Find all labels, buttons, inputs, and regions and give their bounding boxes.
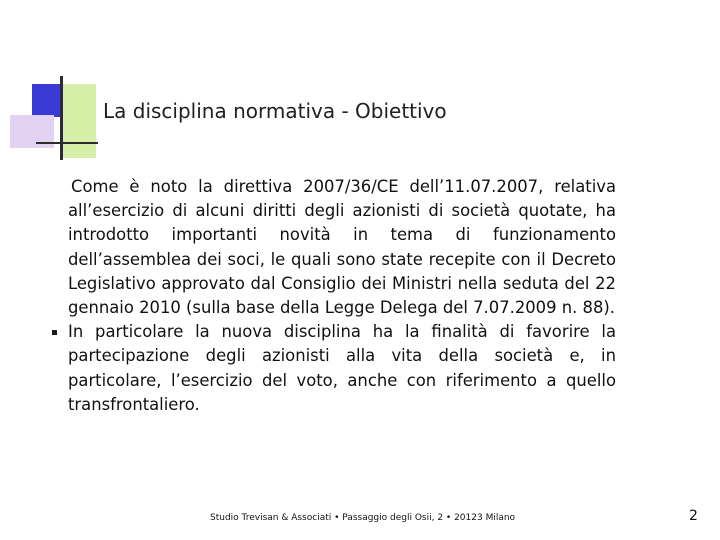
decor-green-square [62, 84, 96, 158]
decor-vertical-line [60, 76, 63, 160]
slide-body [68, 175, 616, 417]
bullet-item [68, 320, 616, 417]
bullet-square-icon [52, 330, 57, 335]
paragraph-intro: Come è noto la direttiva 2007/36/CE dell’11.07.2007, relativa all’esercizio di alcuni diritti degli azionisti di società quotate, ha introdotto importanti novità in tema di funzionamento dell’assemblea dei soci, le quali sono state recepite con il Decreto Legislativo approvato dal Consiglio dei Ministri nella seduta del 22 gennaio 2010 (sulla base della Legge Delega del 7.07.2009 n. 88). [68, 177, 616, 318]
paragraph-bullet-text: In particolare la nuova disciplina ha la finalità di favorire la partecipazione degli azionisti alla vita della società e, in particolare, l’esercizio del voto, anche con riferimento a quello transfrontaliero. [68, 322, 616, 414]
decor-blue-square [32, 84, 63, 117]
footer-text: Studio Trevisan & Associati • Passaggio degli Osii, 2 • 20123 Milano [210, 513, 516, 523]
slide-title: La disciplina normativa - Obiettivo [103, 99, 447, 123]
decor-horizontal-line [36, 142, 98, 144]
page-number: 2 [689, 508, 698, 524]
